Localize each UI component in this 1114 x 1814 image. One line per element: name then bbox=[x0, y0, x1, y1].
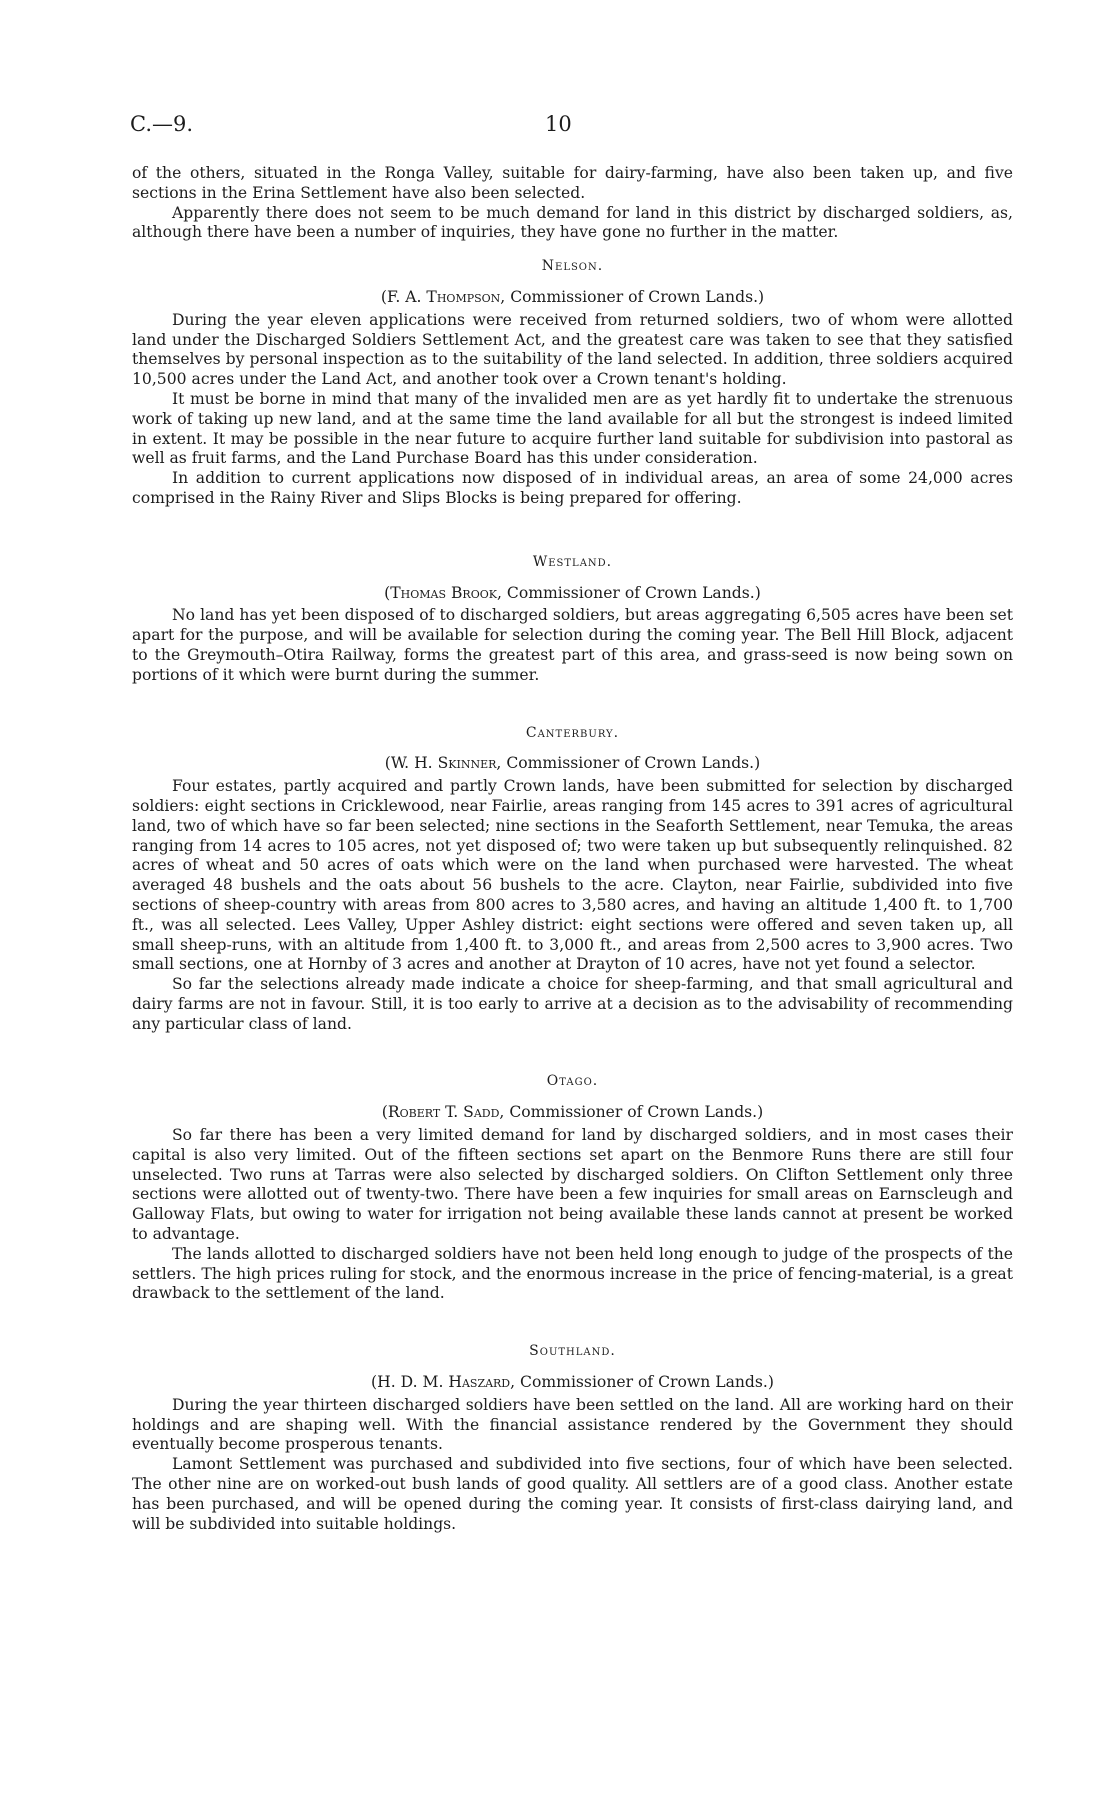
commissioner-line-westland: (Thomas Brook, Commissioner of Crown Lands.) bbox=[384, 583, 761, 602]
body-paragraph: During the year eleven applications were received from returned soldiers, two of whom were allotted land under the Discharged Soldiers Settlement Act, and the greatest care was taken to see that they satisfied themselves by personal inspection as to the suitability of the land selected. In addition, three soldiers acquired 10,500 acres under the Land Act, and another took over a Crown tenant's holding. bbox=[132, 310, 1013, 389]
body-paragraph: Lamont Settlement was purchased and subdivided into five sections, four of which have been selected. The other nine are on worked-out bush lands of good quality. All settlers are of a good class. Another estate has been purchased, and will be opened during the coming year. It consists of first-class dairying land, and will be subdivided into suitable holdings. bbox=[132, 1455, 1013, 1533]
page-number: 10 bbox=[545, 112, 572, 136]
intro-paragraph: Apparently there does not seem to be much demand for land in this district by discharged soldiers, as, although there have been a number of inquiries, they have gone no further in the matter. bbox=[132, 203, 1013, 242]
commissioner-line-southland: (H. D. M. Haszard, Commissioner of Crown Lands.) bbox=[371, 1373, 774, 1392]
section-heading-otago: Otago. bbox=[546, 1073, 599, 1090]
intro-paragraph: of the others, situated in the Ronga Valley, suitable for dairy-farming, have also been taken up, and five sections in the Erina Settlement have also been selected. bbox=[132, 164, 1013, 202]
commissioner-name: H. D. M. Haszard bbox=[377, 1373, 511, 1392]
commissioner-title: , Commissioner of Crown Lands.) bbox=[496, 583, 761, 602]
commissioner-line-canterbury: (W. H. Skinner, Commissioner of Crown Lands.) bbox=[384, 754, 761, 773]
section-heading-westland: Westland. bbox=[532, 553, 613, 570]
commissioner-name: Robert T. Sadd bbox=[387, 1103, 500, 1122]
document-reference: C.—9. bbox=[130, 112, 194, 136]
body-paragraph: In addition to current applications now disposed of in individual areas, an area of some 24,000 acres comprised in the Rainy River and Slips Blocks is being prepared for offering. bbox=[132, 469, 1013, 507]
section-heading-nelson: Nelson. bbox=[541, 258, 604, 275]
commissioner-line-nelson: (F. A. Thompson, Commissioner of Crown Lands.) bbox=[380, 287, 765, 306]
body-paragraph: So far the selections already made indicate a choice for sheep-farming, and that small agricultural and dairy farms are not in favour. Still, it is too early to arrive at a decision as to the advisability of recommending any particular class of land. bbox=[132, 975, 1013, 1033]
commissioner-name: Thomas Brook bbox=[390, 583, 497, 602]
body-paragraph: It must be borne in mind that many of the invalided men are as yet hardly fit to undertake the strenuous work of taking up new land, and at the same time the land available for all but the strongest is indeed limited in extent. It may be possible in the near future to acquire further land suitable for subdivision into pastoral as well as fruit farms, and the Land Purchase Board has this under consideration. bbox=[132, 389, 1013, 468]
commissioner-line-otago: (Robert T. Sadd, Commissioner of Crown Lands.) bbox=[381, 1103, 764, 1122]
section-heading-southland: Southland. bbox=[529, 1343, 616, 1360]
commissioner-title: , Commissioner of Crown Lands.) bbox=[500, 287, 765, 306]
body-paragraph: Four estates, partly acquired and partly Crown lands, have been submitted for selection by discharged soldiers: eight sections in Cricklewood, near Fairlie, areas ranging from 145 acres to 391 acres of agricultural land, two of which have so far been selected; nine sections in the Seaforth Settlement, near Temuka, the areas ranging from 14 acres to 105 acres, not yet disposed of; two were taken up but subsequently relinquished. 82 acres of wheat and 50 acres of oats which were on the land when purchased were harvested. The wheat averaged 48 bushels and the oats about 56 bushels to the acre. Clayton, near Fairlie, subdivided into five sections of sheep-country with areas from 800 acres to 3,580 acres, and having an altitude 1,400 ft. to 1,700 ft., was all selected. Lees Valley, Upper Ashley district: eight sections were offered and seven taken up, all small sheep-runs, with an altitude from 1,400 ft. to 3,000 ft., and areas from 2,500 acres to 3,900 acres. Two small sections, one at Hornby of 3 acres and another at Drayton of 10 acres, have not yet found a selector. bbox=[132, 777, 1013, 974]
commissioner-title: , Commissioner of Crown Lands.) bbox=[510, 1373, 774, 1392]
document-body bbox=[132, 164, 1013, 1534]
body-paragraph: The lands allotted to discharged soldiers have not been held long enough to judge of the prospects of the settlers. The high prices ruling for stock, and the enormous increase in the price of fencing-material, is a great drawback to the settlement of the land. bbox=[132, 1244, 1013, 1303]
commissioner-title: , Commissioner of Crown Lands.) bbox=[499, 1103, 764, 1122]
commissioner-name: W. H. Skinner bbox=[390, 754, 497, 773]
commissioner-title: , Commissioner of Crown Lands.) bbox=[496, 754, 761, 773]
section-heading-canterbury: Canterbury. bbox=[525, 724, 620, 741]
body-paragraph: No land has yet been disposed of to discharged soldiers, but areas aggregating 6,505 acres have been set apart for the purpose, and will be available for selection during the coming year. The Bell Hill Block, adjacent to the Greymouth–Otira Railway, forms the greatest part of this area, and grass-seed is now being sown on portions of it which were burnt during the summer. bbox=[132, 606, 1013, 684]
body-paragraph: During the year thirteen discharged soldiers have been settled on the land. All are working hard on their holdings and are shaping well. With the financial assistance rendered by the Government they should eventually become prosperous tenants. bbox=[132, 1395, 1013, 1454]
body-paragraph: So far there has been a very limited demand for land by discharged soldiers, and in most cases their capital is also very limited. Out of the fifteen sections set apart on the Benmore Runs there are still four unselected. Two runs at Tarras were also selected by discharged soldiers. On Clifton Settlement only three sections were allotted out of twenty-two. There have been a few inquiries for small areas on Earnscleugh and Galloway Flats, but owing to water for irrigation not being available these lands cannot at present be worked to advantage. bbox=[132, 1126, 1013, 1244]
commissioner-name: F. A. Thompson bbox=[386, 287, 501, 306]
